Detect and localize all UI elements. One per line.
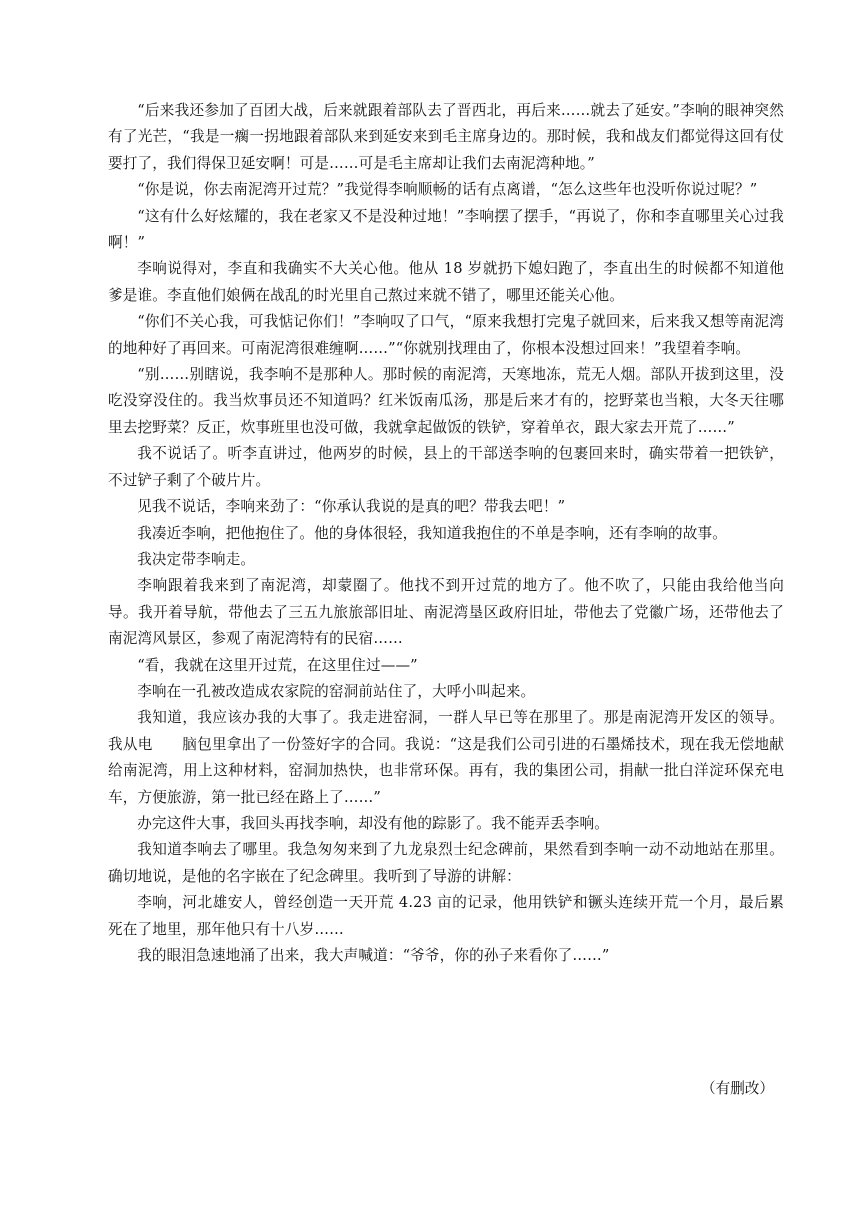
source-note: （有删改） [701,1080,774,1097]
paragraph-6: “别……别瞎说，我李响不是那种人。那时候的南泥湾，天寒地冻，荒无人烟。部队开拔到这里，没吃没穿没住的。我当炊事员还不知道吗？红米饭南瓜汤，那是后来才有的，挖野菜也当粮，大冬天往哪里去挖野菜？反正，炊事班里也没可做，我就拿起做饭的铁铲，穿着单衣，跟大家去开荒了……” [108,366,784,436]
paragraph-14: 我知道，我应该办我的大事了。我走进窑洞，一群人早已等在那里了。那是南泥湾开发区的领导。我从电 脑包里拿出了一份签好字的合同。我说：“这是我们公司引进的石墨烯技术，现在我无偿地献给南泥湾，用上这种材料，窑洞加热快，也非常环保。再有，我的集团公司，捐献一批白洋淀环保充电车，方便旅游，第一批已经在路上了……” [108,709,784,806]
paragraph-3: “这有什么好炫耀的，我在老家又不是没种过地！”李响摆了摆手，“再说了，你和李直哪里关心过我啊！” [108,207,784,252]
paragraph-15: 办完这件大事，我回头再找李响，却没有他的踪影了。我不能弄丢李响。 [137,814,609,832]
paragraph-9: 我凑近李响，把他抱住了。他的身体很轻，我知道我抱住的不单是李响，还有李响的故事。 [137,524,727,542]
paragraph-8: 见我不说话，李响来劲了：“你承认我说的是真的吧？带我去吧！” [137,498,566,516]
paragraph-16: 我知道李响去了哪里。我急匆匆来到了九龙泉烈士纪念碑前，果然看到李响一动不动地站在那里。确切地说，是他的名字嵌在了纪念碑里。我听到了导游的讲解： [108,841,784,885]
story-text-body [108,98,784,969]
paragraph-5: “你们不关心我，可我惦记你们！”李响叹了口气，“原来我想打完鬼子就回来，后来我又想等南泥湾的地种好了再回来。可南泥湾很难缠啊……”“你就别找理由了，你根本没想过回来！”我望着李响。 [108,313,784,357]
paragraph-12: “看，我就在这里开过荒，在这里住过——” [137,656,418,674]
paragraph-7: 我不说话了。听李直讲过，他两岁的时候，县上的干部送李响的包裹回来时，确实带着一把铁铲，不过铲子剩了个破片片。 [108,445,784,489]
paragraph-13: 李响在一孔被改造成农家院的窑洞前站住了，大呼小叫起来。 [137,682,536,700]
paragraph-10: 我决定带李响走。 [137,550,256,568]
paragraph-1: “后来我还参加了百团大战，后来就跟着部队去了晋西北，再后来……就去了延安。”李响的眼神突然有了光芒，“我是一瘸一拐地跟着部队来到延安来到毛主席身边的。那时候，我和战友们都觉得这回有仗要打了，我们得保卫延安啊！可是……可是毛主席却让我们去南泥湾种地。” [108,102,784,172]
paragraph-2: “你是说，你去南泥湾开过荒？”我觉得李响顺畅的话有点离谱，“怎么这些年也没听你说过呢？” [137,181,758,199]
paragraph-4: 李响说得对，李直和我确实不大关心他。他从 18 岁就扔下媳妇跑了，李直出生的时候都不知道他爹是谁。李直他们娘俩在战乱的时光里自己熬过来就不错了，哪里还能关心他。 [108,260,784,304]
paragraph-11: 李响跟着我来到了南泥湾，却蒙圈了。他找不到开过荒的地方了。他不吹了，只能由我给他当向导。我开着导航，带他去了三五九旅旅部旧址、南泥湾垦区政府旧址，带他去了党徽广场，还带他去了南泥湾风景区，参观了南泥湾特有的民宿…… [108,577,784,648]
paragraph-17: 李响，河北雄安人，曾经创造一天开荒 4.23 亩的记录，他用铁铲和镢头连续开荒一个月，最后累死在了地里，那年他只有十八岁…… [108,894,784,938]
paragraph-18: 我的眼泪急速地涌了出来，我大声喊道：“爷爷，你的孙子来看你了……” [137,947,610,964]
